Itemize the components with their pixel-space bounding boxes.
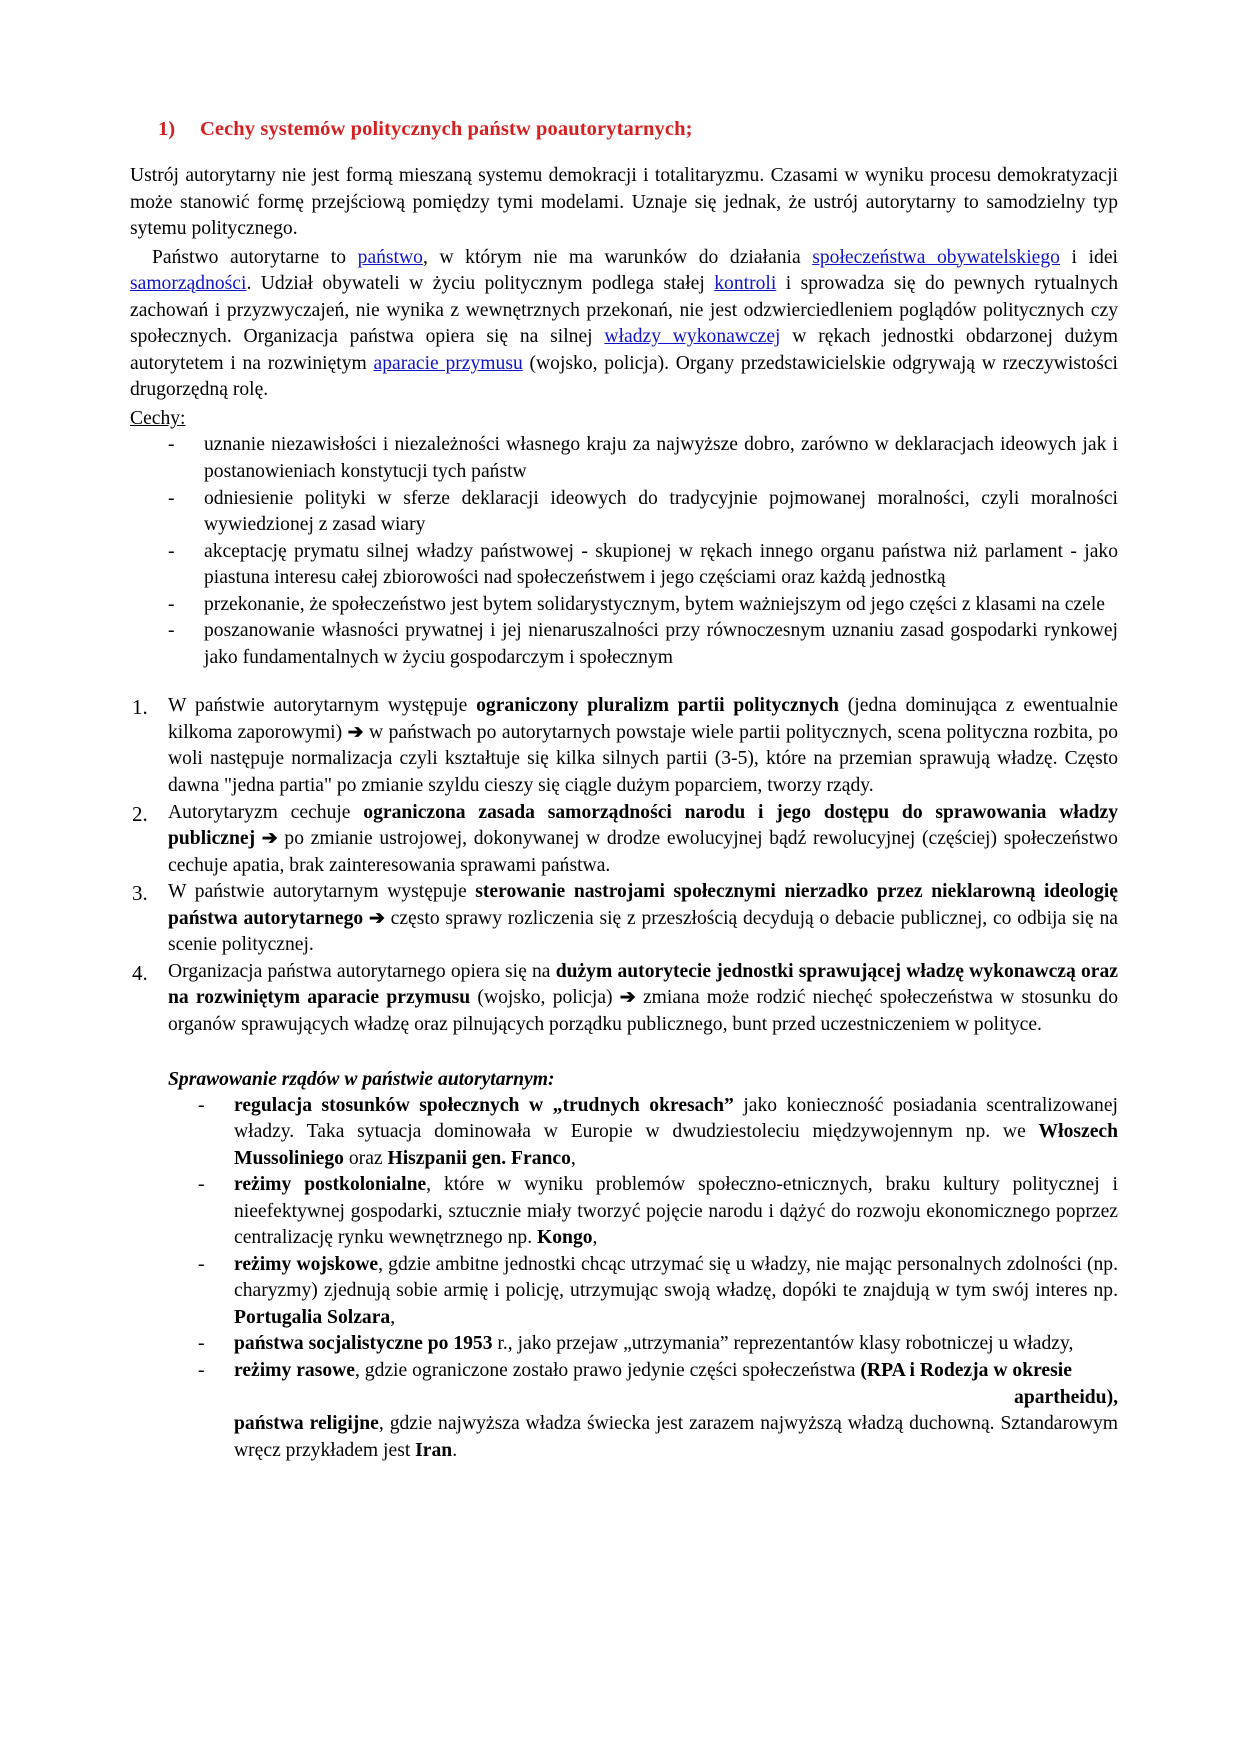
heading-number: 1) — [158, 118, 176, 140]
list-item-text: akceptację prymatu silnej władzy państwowej - skupionej w rękach innego organu państwa niż parlament - jako piastuna interesu całej zbiorowości nad społeczeństwem i jego częściami oraz każdą jednostką — [204, 540, 1118, 589]
item-bold-2: Kongo — [537, 1227, 593, 1249]
page-title — [158, 118, 1118, 141]
definition-seg-7: (wojsko, policja). Organy przedstawicielskie odgrywają w rzeczywistości drugorzędną rolę. — [130, 352, 1118, 401]
list-item — [130, 800, 1118, 880]
item-mid: (jedna dominująca z ewentualnie kilkoma zaporowymi) — [168, 695, 1118, 743]
list-item-text: przekonanie, że społeczeństwo jest bytem solidarystycznym, bytem ważniejszym od jego części z klasami na czele — [204, 593, 1105, 615]
item-bold: państwa religijne — [234, 1413, 379, 1435]
item-bold-3: Hiszpanii gen. Franco — [387, 1147, 571, 1169]
item-bold: regulacja stosunków społecznych w „trudnych okresach” — [234, 1094, 734, 1116]
list-item — [130, 432, 1118, 485]
dash-marker: - — [168, 540, 175, 562]
apartheid-tail: apartheidu), — [1014, 1386, 1118, 1408]
definition-seg-3: i idei — [1059, 246, 1118, 268]
dash-marker: - — [168, 593, 175, 615]
item-bold: ograniczona zasada samorządności narodu i jego dostępu do sprawowania władzy publicznej — [168, 801, 1118, 850]
item-rest: , które w wyniku problemów społeczno-etnicznych, braku kultury politycznej i nieefektywnej gospodarki, sztucznie miały tworzyć pojęcie narodu i dążyć do rozwoju ekonomicznego poprzez centralizację rynku wewnętrznego np. — [234, 1174, 1118, 1249]
definition-seg-1: Państwo autorytarne to — [152, 246, 358, 268]
list-item-text: odniesienie polityki w sferze deklaracji ideowych do tradycyjnie pojmowanej moralności, czyli moralności wywiedzionej z zasad wiary — [204, 487, 1118, 536]
item-bold: ograniczony pluralizm partii politycznych — [476, 695, 839, 717]
item-bold: reżimy postkolonialne — [234, 1174, 427, 1196]
item-mid: (wojsko, policja) — [470, 987, 620, 1009]
item-bold-2: Portugalia Solzara — [234, 1306, 391, 1328]
definition-seg-4: . Udział obywateli w życiu politycznym podlega stałej — [246, 273, 715, 295]
definition-paragraph — [130, 245, 1118, 404]
religious-block — [234, 1413, 1118, 1461]
cechy-label: Cechy: — [130, 407, 186, 429]
arrow-icon: ➔ — [261, 828, 278, 850]
link-wladzy-wykonawczej[interactable]: władzy wykonawczej — [604, 326, 781, 348]
item-rest: , gdzie najwyższa władza świecka jest zarazem najwyższą władzą duchowną. Sztandarowym wręcz przykładem jest — [234, 1413, 1119, 1461]
item-bold-2: Włoszech Mussoliniego — [234, 1121, 1118, 1169]
arrow-icon: ➔ — [347, 721, 364, 743]
item-rest: często sprawy rozliczenia się z przeszłością decydują o debacie publicznej, co odbija się na scenie politycznej. — [168, 907, 1118, 956]
item-rest: , gdzie ambitne jednostki chcąc utrzymać się u władzy, nie mając personalnych zdolności (np. charyzmy) zjednują sobie armię i policję, utrzymując swoją władzę, dopóki te znajdują w tym swój interes np. — [234, 1253, 1119, 1302]
item-bold: sterowanie nastrojami społecznymi nierzadko przez nieklarowną ideologię państwa autorytarnego — [168, 881, 1118, 929]
dash-marker: - — [168, 620, 175, 642]
list-item — [130, 539, 1118, 592]
list-marker: 1. — [132, 695, 148, 720]
list-marker: 2. — [132, 801, 148, 826]
list-item — [130, 592, 1118, 619]
section-heading-sprawowanie: Sprawowanie rządów w państwie autorytarnym: — [168, 1068, 555, 1090]
link-aparacie-przymusu[interactable]: aparacie przymusu — [373, 352, 523, 374]
item-bold-2: Iran — [415, 1439, 453, 1461]
item-rest-2: . — [452, 1439, 458, 1461]
definition-seg-5: i sprowadza się do pewnych rytualnych zachowań i przyzwyczajeń, nie wynika z wewnętrznych przekonań, nie jest odzwierciedleniem poglądów politycznych czy społecznych. Organizacja państwa opiera się na silnej — [130, 273, 1119, 348]
definition-seg-2: , w którym nie ma warunków do działania — [422, 246, 813, 268]
list-marker: 3. — [132, 881, 148, 906]
item-rest: r., jako przejaw „utrzymania” reprezentantów klasy robotniczej u władzy, — [492, 1333, 1074, 1355]
dash-marker: - — [198, 1359, 205, 1381]
item-rest: , gdzie ograniczone zostało prawo jedynie części społeczeństwa — [354, 1359, 861, 1381]
intro-paragraph: Ustrój autorytarny nie jest formą mieszaną systemu demokracji i totalitaryzmu. Czasami w wyniku procesu demokratyzacji może stanowić formę przejściową pomiędzy tymi modelami. Uznaje się jednak, że ustrój autorytarny to samodzielny typ sytemu politycznego. — [130, 165, 1118, 240]
heading-title: Cechy systemów politycznych państw poautorytarnych; — [200, 118, 693, 140]
item-bold: reżimy rasowe — [234, 1359, 355, 1381]
item-rest: w państwach po autorytarnych powstaje wiele partii politycznych, scena polityczna rozbita, po woli następuje normalizacja czyli kształtuje się kilka silnych partii (3-5), które na przemian sprawują władzę. Często dawna "jedna partia" po zmianie szyldu cieszy się ciągle dużym poparciem, tworzy rządy. — [168, 721, 1118, 797]
link-samorzadnosci[interactable]: samorządności — [130, 273, 247, 295]
item-bold: państwa socjalistyczne po 1953 — [234, 1333, 493, 1355]
numbered-list — [130, 693, 1118, 1038]
arrow-icon: ➔ — [368, 907, 385, 929]
item-rest-2: , — [592, 1227, 598, 1249]
item-rest-3: , — [570, 1147, 576, 1169]
list-item — [130, 879, 1118, 959]
link-panstwo[interactable]: państwo — [357, 246, 423, 268]
justified-tail-row — [234, 1385, 1118, 1412]
list-item-text: uznanie niezawisłości i niezależności własnego kraju za najwyższe dobro, zarówno w deklaracjach ideowych jak i postanowieniach konstytucji tych państw — [204, 434, 1118, 483]
list-item — [130, 1331, 1118, 1358]
dash-marker: - — [168, 487, 175, 509]
item-bold: reżimy wojskowe — [234, 1253, 379, 1275]
definition-seg-6: w rękach jednostki obdarzonej dużym autorytetem i na rozwiniętym — [130, 326, 1119, 374]
link-kontroli[interactable]: kontroli — [714, 273, 777, 295]
item-rest: zmiana może rodzić niechęć społeczeństwa w stosunku do organów sprawujących władzę oraz pilnujących porządku publicznego, bunt przed uczestniczeniem w polityce. — [168, 987, 1119, 1035]
item-rest-2: , — [390, 1306, 396, 1328]
sprawowanie-list — [130, 1093, 1118, 1465]
list-item — [130, 618, 1118, 671]
dash-marker: - — [198, 1253, 205, 1275]
list-item — [130, 1093, 1118, 1173]
item-mid — [255, 828, 262, 849]
list-item-text: poszanowanie własności prywatnej i jej nienaruszalności przy równoczesnym uznaniu zasad gospodarki rynkowej jako fundamentalnych w życiu gospodarczym i społecznym — [204, 620, 1118, 668]
list-marker: 4. — [132, 960, 148, 985]
item-lead: Autorytaryzm cechuje — [168, 801, 364, 823]
item-rest: jako konieczność posiadania scentralizowanej władzy. Taka sytuacja dominowała w Europie w dwudziestoleciu międzywojennym np. we — [234, 1094, 1118, 1143]
item-bold: dużym autorytecie jednostki sprawującej władzę wykonawczą oraz na rozwiniętym aparacie przymusu — [168, 960, 1118, 1009]
list-item — [130, 1252, 1118, 1332]
list-item — [130, 1358, 1118, 1464]
arrow-icon: ➔ — [619, 987, 636, 1009]
dash-marker: - — [198, 1174, 205, 1196]
item-lead: Organizacja państwa autorytarnego opiera się na — [168, 960, 556, 982]
item-rest-2: oraz — [343, 1147, 388, 1169]
item-bold-tail: (RPA i Rodezja w okresie — [860, 1359, 1072, 1381]
list-item — [130, 486, 1118, 539]
dash-marker: - — [168, 434, 175, 456]
item-rest: po zmianie ustrojowej, dokonywanej w drodze ewolucyjnej bądź rewolucyjnej (częściej) społeczeństwo cechuje apatia, brak zainteresowania sprawami państwa. — [168, 828, 1118, 876]
list-item — [130, 1172, 1118, 1252]
dash-marker: - — [198, 1333, 205, 1355]
link-spoleczenstwa-obywatelskiego[interactable]: społeczeństwa obywatelskiego — [812, 246, 1060, 268]
list-item — [130, 693, 1118, 799]
list-item — [130, 959, 1118, 1039]
item-lead: W państwie autorytarnym występuje — [168, 695, 477, 717]
cechy-list — [130, 432, 1118, 671]
dash-marker: - — [198, 1094, 205, 1116]
item-lead: W państwie autorytarnym występuje — [168, 881, 476, 903]
